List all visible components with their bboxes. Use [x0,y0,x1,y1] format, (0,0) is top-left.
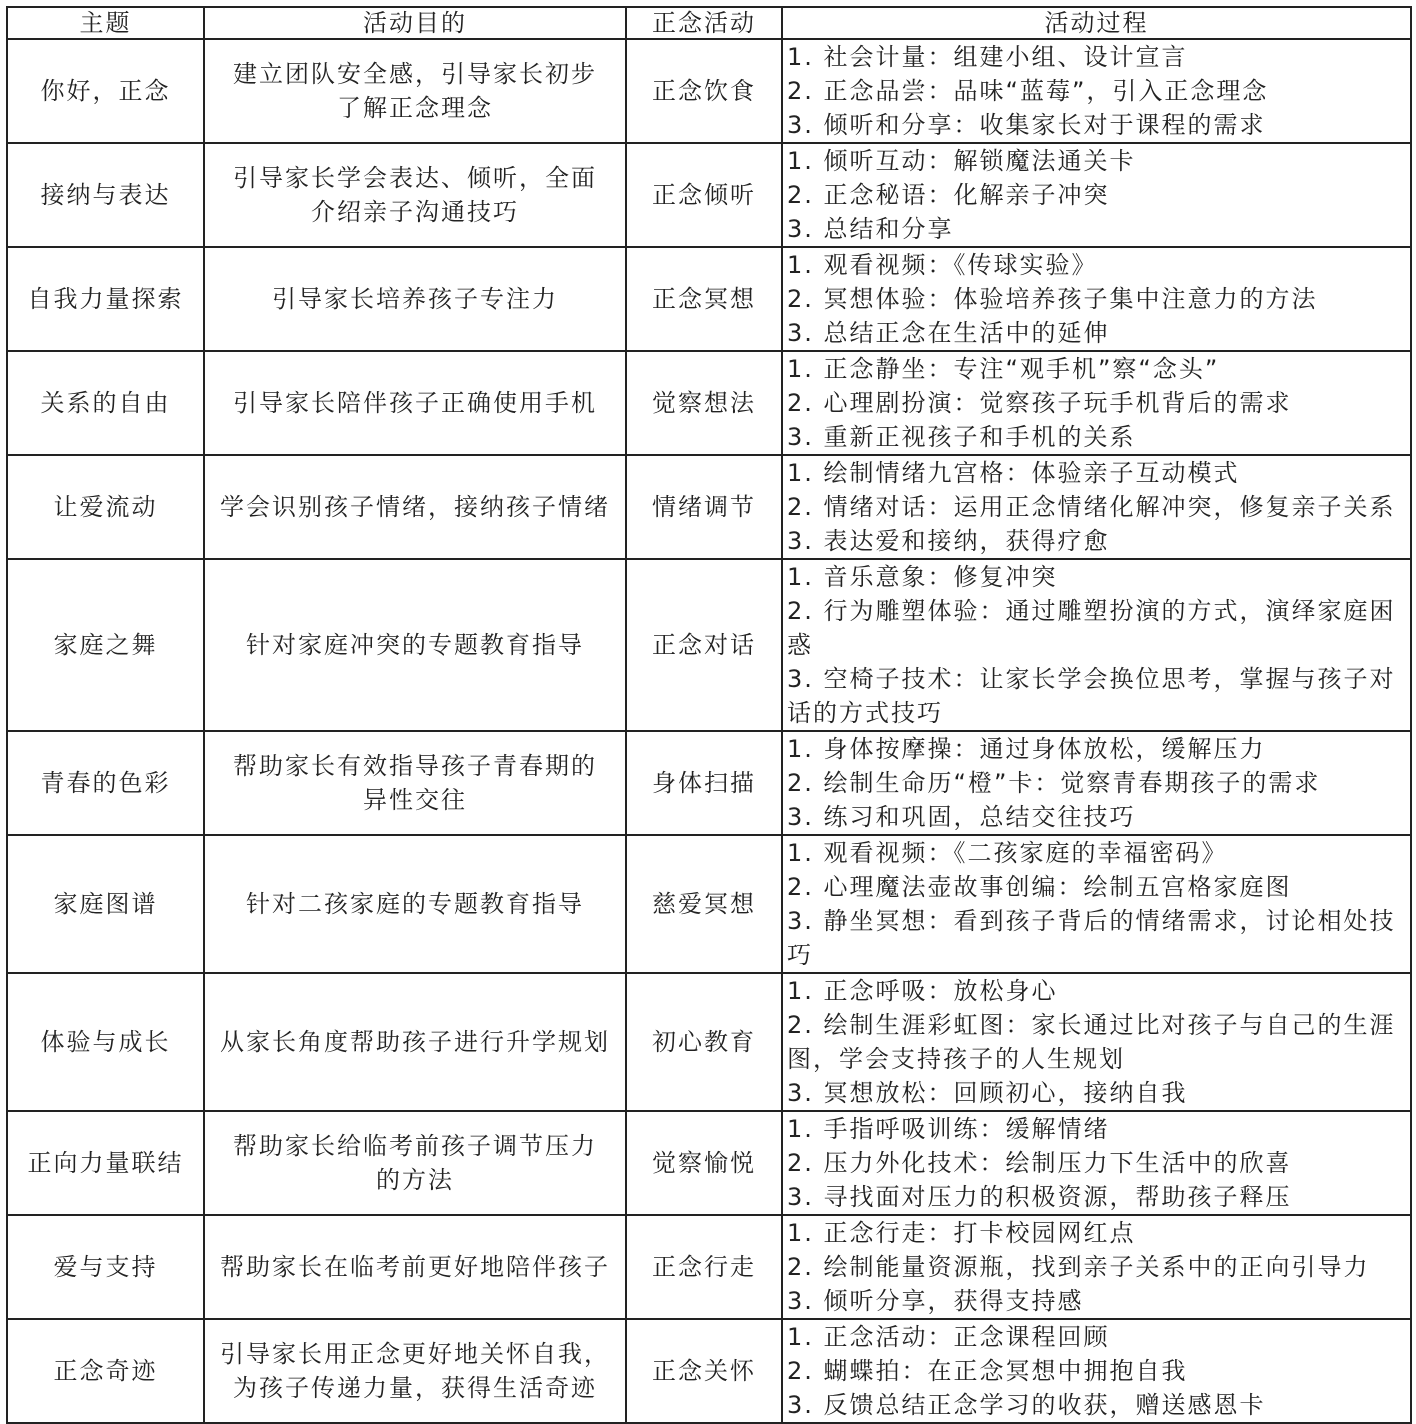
theme-cell: 正念奇迹 [7,1319,204,1423]
purpose-text: 针对家庭冲突的专题教育指导 [246,631,584,659]
theme-cell: 青春的色彩 [7,731,204,835]
process-step: 3. 重新正视孩子和手机的关系 [787,423,1136,451]
process-cell [782,731,1411,835]
process-step: 3. 总结正念在生活中的延伸 [787,319,1110,347]
purpose-text: 学会识别孩子情绪，接纳孩子情绪 [220,493,610,521]
activity-cell: 觉察愉悦 [626,1111,782,1215]
theme-cell: 家庭图谱 [7,835,204,973]
purpose-text: 引导家长培养孩子专注力 [272,285,558,313]
activity-table [6,6,1412,1424]
process-cell [782,143,1411,247]
process-step: 1. 正念行走：打卡校园网红点 [787,1219,1136,1247]
purpose-cell [204,1111,626,1215]
table-row [7,835,1411,973]
header-activity: 正念活动 [626,7,782,39]
table-row [7,247,1411,351]
process-step: 1. 音乐意象：修复冲突 [787,563,1058,591]
process-step: 1. 倾听互动：解锁魔法通关卡 [787,147,1136,175]
purpose-text: 从家长角度帮助孩子进行升学规划 [220,1028,610,1056]
process-cell [782,835,1411,973]
process-step: 1. 社会计量：组建小组、设计宣言 [787,43,1188,71]
activity-cell: 正念饮食 [626,39,782,143]
theme-cell: 自我力量探索 [7,247,204,351]
purpose-text: 建立团队安全感，引导家长初步了解正念理念 [233,60,597,122]
activity-cell: 初心教育 [626,973,782,1111]
table-row [7,455,1411,559]
purpose-cell [204,1215,626,1319]
theme-cell: 你好，正念 [7,39,204,143]
process-step: 2. 绘制能量资源瓶，找到亲子关系中的正向引导力 [787,1253,1370,1281]
activity-cell: 正念倾听 [626,143,782,247]
theme-cell: 爱与支持 [7,1215,204,1319]
purpose-cell [204,835,626,973]
table-row [7,143,1411,247]
process-step: 2. 绘制生命历“橙”卡：觉察青春期孩子的需求 [787,769,1321,797]
table-row [7,1215,1411,1319]
purpose-cell [204,247,626,351]
process-cell [782,351,1411,455]
activity-cell: 正念关怀 [626,1319,782,1423]
table-row [7,973,1411,1111]
process-step: 2. 心理魔法壶故事创编：绘制五宫格家庭图 [787,873,1292,901]
process-step: 1. 身体按摩操：通过身体放松，缓解压力 [787,735,1266,763]
process-step: 3. 练习和巩固，总结交往技巧 [787,803,1136,831]
table-row [7,1111,1411,1215]
process-step: 1. 正念活动：正念课程回顾 [787,1323,1110,1351]
purpose-text: 引导家长学会表达、倾听，全面介绍亲子沟通技巧 [233,164,597,226]
activity-cell: 觉察想法 [626,351,782,455]
process-cell [782,1111,1411,1215]
process-step: 2. 冥想体验：体验培养孩子集中注意力的方法 [787,285,1318,313]
activity-table-container [6,6,1410,1424]
process-step: 2. 正念秘语：化解亲子冲突 [787,181,1110,209]
purpose-cell [204,455,626,559]
process-step: 3. 倾听分享，获得支持感 [787,1287,1084,1315]
purpose-text: 引导家长陪伴孩子正确使用手机 [233,389,597,417]
purpose-cell [204,559,626,731]
process-step: 3. 反馈总结正念学习的收获，赠送感恩卡 [787,1391,1266,1419]
process-step: 2. 情绪对话：运用正念情绪化解冲突，修复亲子关系 [787,493,1396,521]
table-row [7,559,1411,731]
process-step: 1. 观看视频：《二孩家庭的幸福密码》 [787,839,1228,867]
process-step: 1. 观看视频：《传球实验》 [787,251,1098,279]
process-step: 3. 总结和分享 [787,215,954,243]
purpose-text: 帮助家长给临考前孩子调节压力的方法 [233,1132,597,1194]
process-step: 3. 寻找面对压力的积极资源，帮助孩子释压 [787,1183,1292,1211]
activity-cell: 情绪调节 [626,455,782,559]
process-step: 3. 静坐冥想：看到孩子背后的情绪需求，讨论相处技巧 [787,907,1396,969]
process-step: 1. 手指呼吸训练：缓解情绪 [787,1115,1110,1143]
theme-cell: 体验与成长 [7,973,204,1111]
process-step: 2. 蝴蝶拍：在正念冥想中拥抱自我 [787,1357,1188,1385]
activity-cell: 正念行走 [626,1215,782,1319]
activity-cell: 身体扫描 [626,731,782,835]
theme-cell: 家庭之舞 [7,559,204,731]
process-step: 3. 空椅子技术：让家长学会换位思考，掌握与孩子对话的方式技巧 [787,665,1396,727]
process-step: 2. 压力外化技术：绘制压力下生活中的欣喜 [787,1149,1292,1177]
purpose-text: 针对二孩家庭的专题教育指导 [246,890,584,918]
theme-cell: 正向力量联结 [7,1111,204,1215]
activity-cell: 正念对话 [626,559,782,731]
purpose-cell [204,351,626,455]
process-step: 1. 正念呼吸：放松身心 [787,977,1058,1005]
process-cell [782,247,1411,351]
process-step: 2. 心理剧扮演：觉察孩子玩手机背后的需求 [787,389,1292,417]
process-step: 2. 正念品尝：品味“蓝莓”，引入正念理念 [787,77,1269,105]
process-cell [782,1215,1411,1319]
process-cell [782,455,1411,559]
header-row [7,7,1411,39]
process-step: 1. 正念静坐：专注“观手机”察“念头” [787,355,1220,383]
purpose-text: 帮助家长在临考前更好地陪伴孩子 [220,1253,610,1281]
purpose-text: 帮助家长有效指导孩子青春期的异性交往 [233,752,597,814]
table-row [7,731,1411,835]
process-step: 3. 表达爱和接纳，获得疗愈 [787,527,1110,555]
process-cell [782,559,1411,731]
header-process: 活动过程 [782,7,1411,39]
activity-cell: 正念冥想 [626,247,782,351]
process-step: 2. 行为雕塑体验：通过雕塑扮演的方式，演绎家庭困惑 [787,597,1396,659]
table-row [7,351,1411,455]
process-cell [782,39,1411,143]
process-step: 2. 绘制生涯彩虹图：家长通过比对孩子与自己的生涯图，学会支持孩子的人生规划 [787,1011,1396,1073]
table-row [7,39,1411,143]
header-purpose: 活动目的 [204,7,626,39]
purpose-cell [204,39,626,143]
process-step: 3. 冥想放松：回顾初心，接纳自我 [787,1079,1188,1107]
purpose-text: 引导家长用正念更好地关怀自我，为孩子传递力量，获得生活奇迹 [220,1340,610,1402]
purpose-cell [204,731,626,835]
process-cell [782,973,1411,1111]
header-theme: 主题 [7,7,204,39]
theme-cell: 让爱流动 [7,455,204,559]
process-step: 3. 倾听和分享：收集家长对于课程的需求 [787,111,1266,139]
process-step: 1. 绘制情绪九宫格：体验亲子互动模式 [787,459,1240,487]
theme-cell: 关系的自由 [7,351,204,455]
purpose-cell [204,973,626,1111]
purpose-cell [204,143,626,247]
activity-cell: 慈爱冥想 [626,835,782,973]
theme-cell: 接纳与表达 [7,143,204,247]
